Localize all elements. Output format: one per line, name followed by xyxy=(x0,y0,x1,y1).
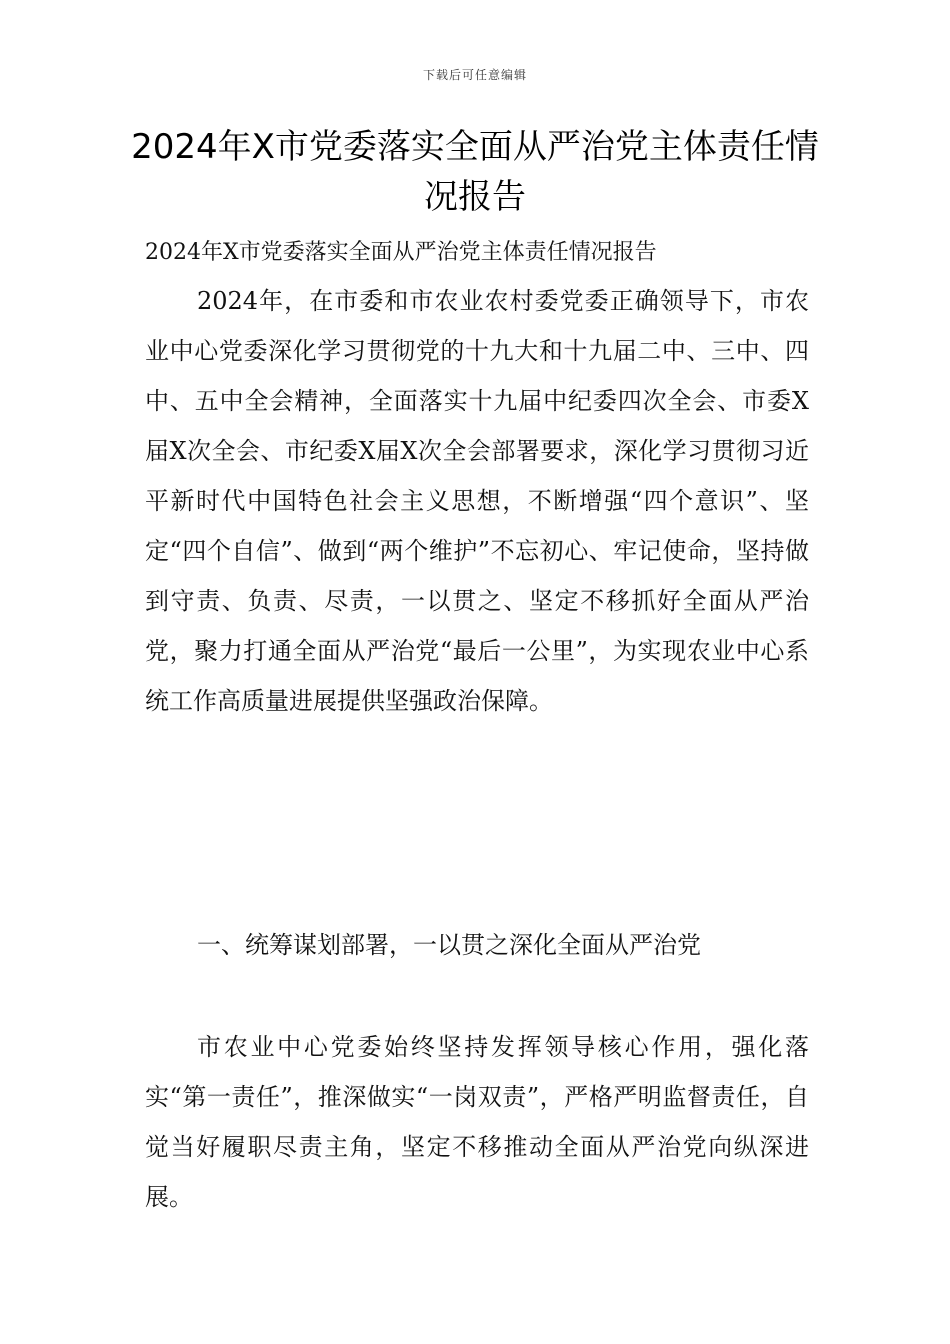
subtitle-line: 2024年X市党委落实全面从严治党主体责任情况报告 xyxy=(145,240,657,265)
paragraph-2: 市农业中心党委始终坚持发挥领导核心作用，强化落实“第一责任”，推深做实“一岗双责”，严格严明监督责任，自觉当好履职尽责主角，坚定不移推动全面从严治党向纵深进展。 xyxy=(145,1033,809,1211)
paragraph-1: 2024年，在市委和市农业农村委党委正确领导下，市农业中心党委深化学习贯彻党的十九大和十九届二中、三中、四中、五中全会精神，全面落实十九届中纪委四次全会、市委X届X次全会、市纪委X届X次全会部署要求，深化学习贯彻习近平新时代中国特色社会主义思想，不断增强“四个意识”、坚定“四个自信”、做到“两个维护”不忘初心、牢记使命，坚持做到守责、负责、尽责，一以贯之、坚定不移抓好全面从严治党，聚力打通全面从严治党“最后一公里”，为实现农业中心系统工作高质量进展提供坚强政治保障。 xyxy=(145,287,809,715)
section-1-heading: 一、统筹谋划部署，一以贯之深化全面从严治党 xyxy=(197,931,701,959)
header-note: 下载后可任意编辑 xyxy=(422,68,527,82)
document-title: 2024年X市党委落实全面从严治党主体责任情况报告 xyxy=(131,127,819,217)
